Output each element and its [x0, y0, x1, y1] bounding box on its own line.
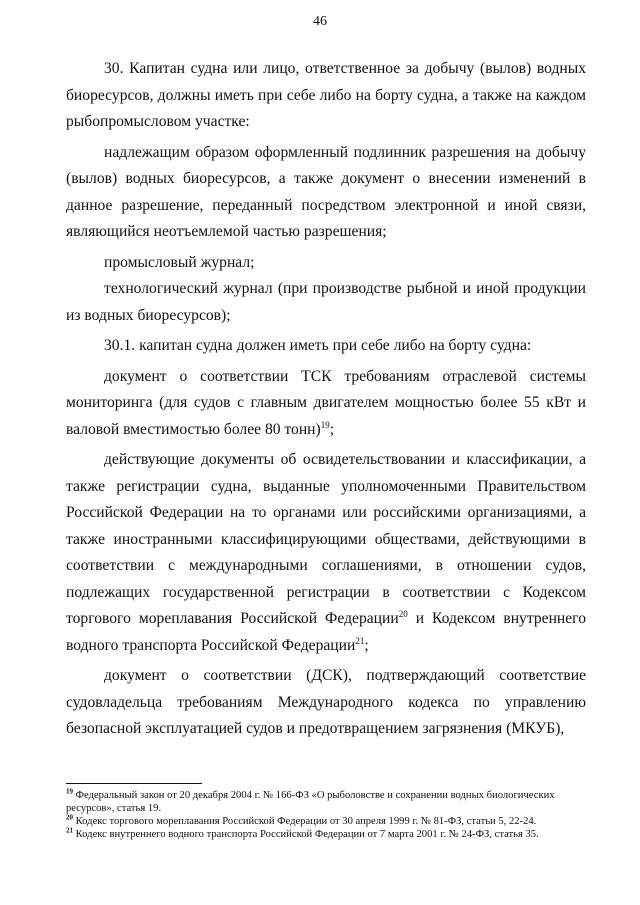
paragraph-30-1: 30.1. капитан судна должен иметь при себе либо на борту судна:: [104, 337, 532, 354]
footnote-text: Кодекс торгового мореплавания Российской Федерации от 30 апреля 1999 г. № 81-ФЗ, статьи 5, 22-24.: [73, 816, 537, 827]
footnote-text: Кодекс внутреннего водного транспорта Российской Федерации от 7 марта 2001 г. № 24-ФЗ, статья 35.: [73, 829, 539, 840]
paragraph-classification-docs: [66, 447, 586, 659]
paragraph-30: 30. Капитан судна или лицо, ответственное за добычу (вылов) водных биоресурсов, должны иметь при себе либо на борту судна, а также на каждом рыбопромысловом участке:: [66, 60, 586, 130]
tsk-end: ;: [329, 420, 335, 438]
footnote-19: [66, 789, 586, 815]
footnote-num: 19: [66, 787, 73, 796]
footnote-text: Федеральный закон от 20 декабря 2004 г. № 166-ФЗ «О рыболовстве и сохранении водных биологических ресурсов», статья 19.: [66, 790, 555, 814]
footnotes: [66, 789, 586, 841]
paragraph-fishing-log: промысловый журнал;: [104, 253, 255, 271]
classification-text-a: действующие документы об освидетельствовании и классификации, а также регистрации судна, выданные уполномоченными Правительством Российской Федерации на то органами или российскими организациями, а также иностранными классифицирующими обществами, действующими в соответствии с международными соглашениями, в отношении судов, подлежащих государственной регистрации в соответствии с Кодексом торгового мореплавания Российской Федерации: [66, 451, 586, 627]
paragraph-dsk-document: документ о соответствии (ДСК), подтверждающий соответствие судовладельца требованиям Международного кодекса по управлению безопасной эксплуатацией судов и предотвращением загрязнения (МКУБ),: [66, 667, 586, 737]
footnote-ref-20: 20: [398, 608, 408, 619]
paragraph-tsk-document: [66, 364, 586, 444]
paragraph-permit: надлежащим образом оформленный подлинник разрешения на добычу (вылов) водных биоресурсов, а также документ о внесении изменений в данное разрешение, переданный посредством электронной и иной связи, являющийся неотъемлемой частью разрешения;: [66, 143, 586, 240]
footnote-ref-19: 19: [320, 419, 330, 430]
page-number: 46: [313, 14, 327, 29]
footnote-20: [66, 815, 586, 828]
footnote-num: 20: [66, 813, 73, 822]
footnote-num: 21: [66, 826, 73, 835]
body-text: [66, 56, 586, 743]
footnote-ref-21: 21: [355, 635, 365, 646]
footnote-separator: [66, 783, 202, 784]
classification-end: ;: [364, 636, 369, 654]
footnote-21: [66, 828, 586, 841]
paragraph-tech-log: технологический журнал (при производстве рыбной и иной продукции из водных биоресурсов);: [66, 280, 586, 324]
tsk-text: документ о соответствии ТСК требованиям отраслевой системы мониторинга (для судов с главным двигателем мощностью более 55 кВт и валовой вместимостью более 80 тонн): [66, 367, 586, 438]
classification-text-b: и Кодексом внутреннего водного транспорта Российской Федерации: [66, 610, 586, 654]
